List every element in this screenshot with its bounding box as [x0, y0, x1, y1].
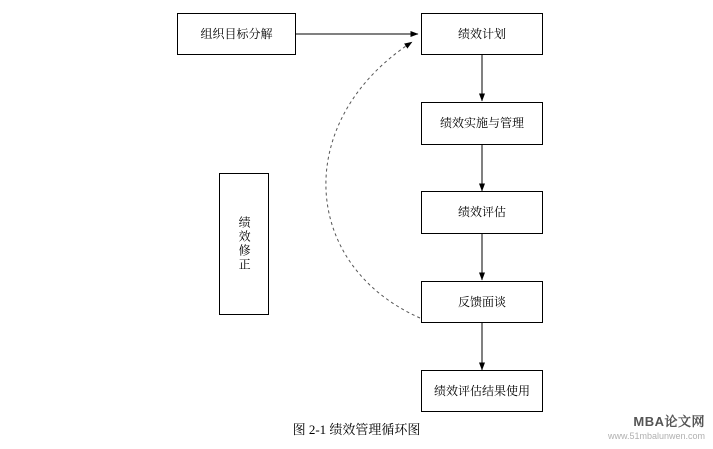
watermark-url: www.51mbalunwen.com [607, 431, 705, 441]
node-perf-plan[interactable] [421, 13, 543, 55]
node-perf-correction-label: 绩效修正 [237, 216, 252, 272]
node-perf-implement[interactable] [421, 102, 543, 145]
node-org-goal[interactable] [177, 13, 296, 55]
watermark [608, 411, 705, 441]
diagram-caption: 图 2-1 绩效管理循环图 [292, 422, 421, 437]
node-perf-assess-label: 绩效评估 [457, 205, 506, 220]
node-perf-correction[interactable] [219, 173, 269, 315]
node-feedback-interview[interactable] [421, 281, 543, 323]
watermark-title: MBA论文网 [633, 414, 705, 429]
edge-feedback-loop-dashed [326, 42, 420, 318]
node-org-goal-label: 组织目标分解 [200, 26, 273, 41]
node-feedback-interview-label: 反馈面谈 [457, 294, 506, 309]
node-perf-plan-label: 绩效计划 [457, 26, 506, 41]
node-perf-assess[interactable] [421, 191, 543, 234]
node-perf-implement-label: 绩效实施与管理 [439, 116, 524, 131]
node-result-use[interactable] [421, 370, 543, 412]
node-result-use-label: 绩效评估结果使用 [433, 383, 530, 398]
